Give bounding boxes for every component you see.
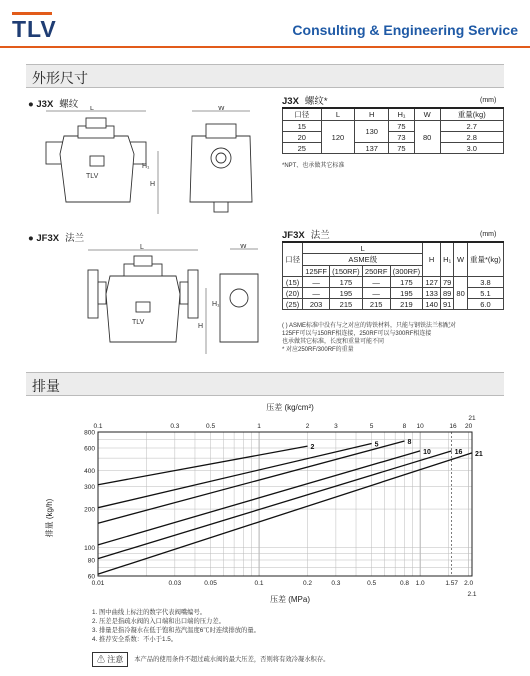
- top-tick-label: 2: [305, 423, 310, 430]
- caution-box: [92, 652, 128, 667]
- top-tick-label: 0.5: [206, 423, 216, 430]
- section-dimensions-title: 外形尺寸: [32, 70, 88, 86]
- header-title: Consulting & Engineering Service: [292, 22, 518, 38]
- x-tick-label: 0.8: [399, 580, 410, 587]
- caution-label: 注意: [107, 655, 124, 664]
- tlv-logo: TLV: [12, 16, 57, 42]
- top-tick-label: 8: [402, 423, 407, 430]
- j3x-label: ● J3X 螺纹: [28, 99, 79, 110]
- j3x-dim-L: L: [90, 106, 94, 112]
- x-tick-label: 2.1: [467, 591, 477, 598]
- y-axis-label: 排量 (kg/h): [45, 498, 54, 538]
- chart-series: [98, 439, 483, 574]
- x-tick-label: 0.03: [168, 580, 182, 587]
- series-line-16: [98, 448, 452, 559]
- x-tick-label: 0.1: [254, 580, 264, 587]
- jf3x-spec-table: 口径 L H H₁ W 重量*(kg) ASME级 125FF (150RF) 250RF (300RF) (15) — 175 — 175 127 79 80 3.8 (20) — 195 — 195 133 89 5.1 (25) 203 215 215 219 140 91 6.0: [282, 241, 504, 310]
- table-row: 15 120 130 75 80 2.7: [283, 121, 504, 132]
- plot-frame: [98, 432, 472, 576]
- section-capacity-title: 排量: [32, 378, 60, 394]
- top-tick-label: 1: [257, 423, 261, 430]
- j3x-dim-H: H: [150, 181, 156, 188]
- y-tick-label: 80: [87, 557, 95, 565]
- jf3x-dim-H: H: [198, 323, 204, 330]
- top-tick-label: 5: [369, 423, 374, 430]
- x-tick-label: 0.2: [303, 580, 313, 587]
- x-axis-label: 压差 (MPa): [270, 595, 310, 604]
- caution-text: 本产品的使用条件不超过疏水阀的最大压差，否则将有效冷凝水积存。: [134, 656, 330, 663]
- jf3x-dim-L: L: [140, 244, 144, 251]
- series-label-2: 2: [310, 444, 315, 452]
- j3x-table-title: J3X 螺纹*: [282, 96, 328, 107]
- footnotes: 1. 图中曲线上标注的数字代表阀嘴编号。 2. 压差是指疏水阀的入口端和出口端的压力差。 3. 排量是指冷凝水在低于饱和蒸汽温度6℃时连续排放的量。 4. 推荐安全系数：不小于1.5。: [92, 609, 260, 643]
- jf3x-dim-H1: H₁: [212, 301, 220, 308]
- top-axis-label: 压差 (kg/cm²): [266, 403, 314, 412]
- caution-row: [92, 652, 329, 667]
- jf3x-drawing: [80, 244, 260, 362]
- j3x-unit: (mm): [480, 97, 497, 104]
- jf3x-notes: ( ) ASME标准中没有与之对应的铸铁材料，只能与钢铁法兰相配对 125FF可以与150RF相连接，250RF可以与300RF相连接 也承做其它标准，长度和重量可能不同 * 对应250RF/300RF的重量: [282, 323, 457, 353]
- section-capacity-bar: [26, 372, 504, 396]
- y-tick-label: 800: [84, 429, 95, 437]
- y-tick-label: 400: [84, 468, 95, 476]
- x-tick-label: 1.57: [445, 580, 458, 587]
- header-divider: [0, 46, 530, 48]
- chart-axes: [84, 415, 477, 598]
- x-tick-label: 0.5: [367, 580, 377, 587]
- top-tick-label: 16: [449, 423, 457, 430]
- series-line-8: [98, 441, 404, 523]
- table-row: 20 73 2.8: [283, 132, 504, 143]
- x-tick-label: 2.0: [464, 580, 474, 587]
- series-label-8: 8: [407, 439, 412, 447]
- top-tick-label: 3: [334, 423, 338, 430]
- x-tick-label: 1.0: [415, 580, 425, 587]
- series-label-21: 21: [475, 450, 483, 458]
- x-tick-label: 0.05: [204, 580, 217, 587]
- series-line-21: [98, 453, 472, 574]
- jf3x-unit: (mm): [480, 231, 497, 238]
- logo-accent-bar: [12, 12, 52, 15]
- top-tick-label: 21: [468, 415, 476, 422]
- top-tick-label: 10: [416, 423, 424, 430]
- table-row: (15) — 175 — 175 127 79 80 3.8: [283, 277, 504, 288]
- y-tick-label: 200: [84, 506, 95, 514]
- series-label-16: 16: [454, 448, 463, 456]
- j3x-drawing: [38, 106, 260, 224]
- j3x-spec-table: 口径 L H H₁ W 重量(kg) 15 120 130 75 80 2.7 20 73 2.8 25 137 75 3.0: [282, 107, 504, 154]
- svg-text:TLV: TLV: [132, 319, 145, 326]
- top-tick-label: 20: [464, 423, 473, 430]
- y-tick-label: 600: [84, 445, 95, 453]
- table-row: (25) 203 215 215 219 140 91 6.0: [283, 299, 504, 310]
- series-label-10: 10: [423, 448, 431, 456]
- capacity-chart: [40, 400, 520, 606]
- jf3x-dim-W: W: [240, 244, 247, 250]
- warning-icon: ⚠: [97, 655, 105, 664]
- jf3x-table-title: JF3X 法兰: [282, 230, 330, 241]
- y-tick-label: 100: [84, 545, 95, 553]
- y-tick-label: 60: [87, 573, 95, 581]
- j3x-note: *NPT、也承做其它标准: [282, 163, 345, 169]
- section-dimensions-bar: [26, 64, 504, 88]
- table-row: 25 137 75 3.0: [283, 143, 504, 154]
- svg-text:TLV: TLV: [86, 173, 99, 180]
- jf3x-label: ● JF3X 法兰: [28, 233, 85, 244]
- table-row: (20) — 195 — 195 133 89 5.1: [283, 288, 504, 299]
- y-tick-label: 300: [84, 484, 95, 492]
- top-tick-label: 0.3: [170, 423, 180, 430]
- series-label-5: 5: [374, 441, 379, 449]
- x-tick-label: 0.3: [331, 580, 341, 587]
- j3x-dim-W: W: [218, 106, 225, 112]
- x-tick-label: 0.01: [91, 580, 105, 587]
- top-tick-label: 0.1: [93, 423, 103, 430]
- j3x-dim-H1: H₁: [142, 163, 150, 170]
- chart-grid: [98, 432, 472, 576]
